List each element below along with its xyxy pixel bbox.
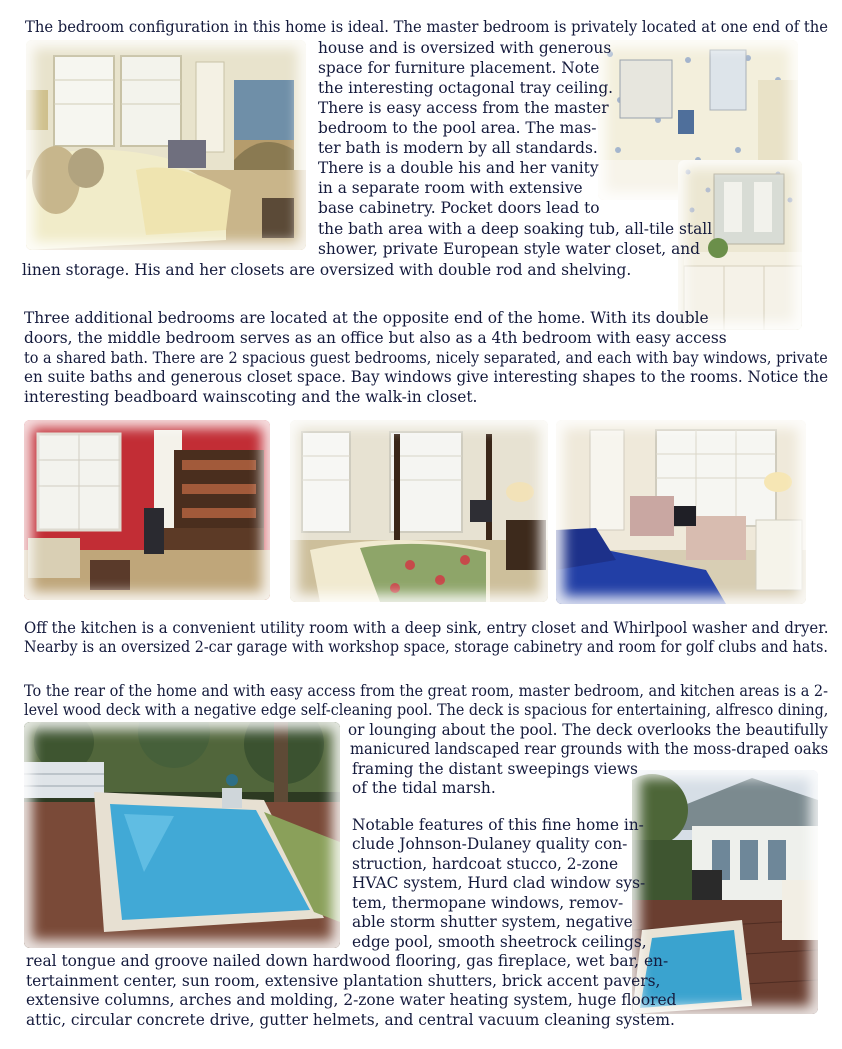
para5-line7: edge pool, smooth sheetrock ceilings, [352,933,647,951]
para4-line1: To the rear of the home and with easy access from the great room, master bedroom, and kitchen areas is a 2- [24,682,829,700]
para5-line2: clude Johnson-Dulaney quality con- [352,835,628,853]
para2-line1: Three additional bedrooms are located at the opposite end of the home. With its double [24,309,709,327]
para1-line5: There is easy access from the master [318,99,609,117]
para5-line1: Notable features of this fine home in- [352,816,644,834]
photo-pool-deck [24,722,340,948]
para5-line6: able storm shutter system, negative [352,913,633,931]
para3-line2: Nearby is an oversized 2-car garage with workshop space, storage cabinetry and room for golf clubs and hats. [24,638,828,656]
para1-line3: space for furniture placement. Note [318,59,600,77]
para5-line8: real tongue and groove nailed down hardwood flooring, gas fireplace, wet bar, en- [26,952,669,970]
para3-line1: Off the kitchen is a convenient utility room with a deep sink, entry closet and Whirlpool washer and dryer. [24,619,829,637]
para1-line13: linen storage. His and her closets are oversized with double rod and shelving. [22,261,632,279]
para5-line4: HVAC system, Hurd clad window sys- [352,874,646,892]
para1-line1: The bedroom configuration in this home is ideal. The master bedroom is privately located at one end of the [25,18,829,36]
para1-line2: house and is oversized with generous [318,39,612,57]
para5-line10: extensive columns, arches and molding, 2-zone water heating system, huge floored [26,991,677,1009]
para1-line11: the bath area with a deep soaking tub, all-tile stall [318,220,713,238]
para1-line12: shower, private European style water closet, and [318,240,701,258]
para1-line10: base cabinetry. Pocket doors lead to [318,199,600,217]
para4-line2: level wood deck with a negative edge self-cleaning pool. The deck is spacious for entertaining, alfresco dining, [24,701,829,719]
para1-line6: bedroom to the pool area. The mas- [318,119,597,137]
para5-line9: tertainment center, sun room, extensive plantation shutters, brick accent pavers, [26,972,661,990]
photo-master-bedroom [26,40,306,250]
para1-line8: There is a double his and her vanity [318,159,599,177]
para5-line3: struction, hardcoat stucco, 2-zone [352,855,619,873]
para4-line3: or lounging about the pool. The deck overlooks the beautifully [348,721,828,739]
para4-line5: framing the distant sweepings views [352,760,638,778]
photo-guest-bedroom-canopy [290,420,548,602]
para5-line11: attic, circular concrete drive, gutter helmets, and central vacuum cleaning system. [26,1011,675,1029]
para4-line4: manicured landscaped rear grounds with the moss-draped oaks [350,740,829,758]
photo-office-bedroom [24,420,270,600]
para5-line5: tem, thermopane windows, remov- [352,894,624,912]
para1-line7: ter bath is modern by all standards. [318,139,598,157]
para2-line3: to a shared bath. There are 2 spacious guest bedrooms, nicely separated, and each with bay windows, private [24,349,828,367]
para1-line9: in a separate room with extensive [318,179,583,197]
para2-line2: doors, the middle bedroom serves as an office but also as a 4th bedroom with easy access [24,329,727,347]
photo-guest-bedroom-blue [556,420,806,604]
para2-line4: en suite baths and generous closet space. Bay windows give interesting shapes to the rooms. Notice the [24,368,829,386]
para4-line6: of the tidal marsh. [352,779,496,797]
para1-line4: the interesting octagonal tray ceiling. [318,79,614,97]
para2-line5: interesting beadboard wainscoting and the walk-in closet. [24,388,478,406]
